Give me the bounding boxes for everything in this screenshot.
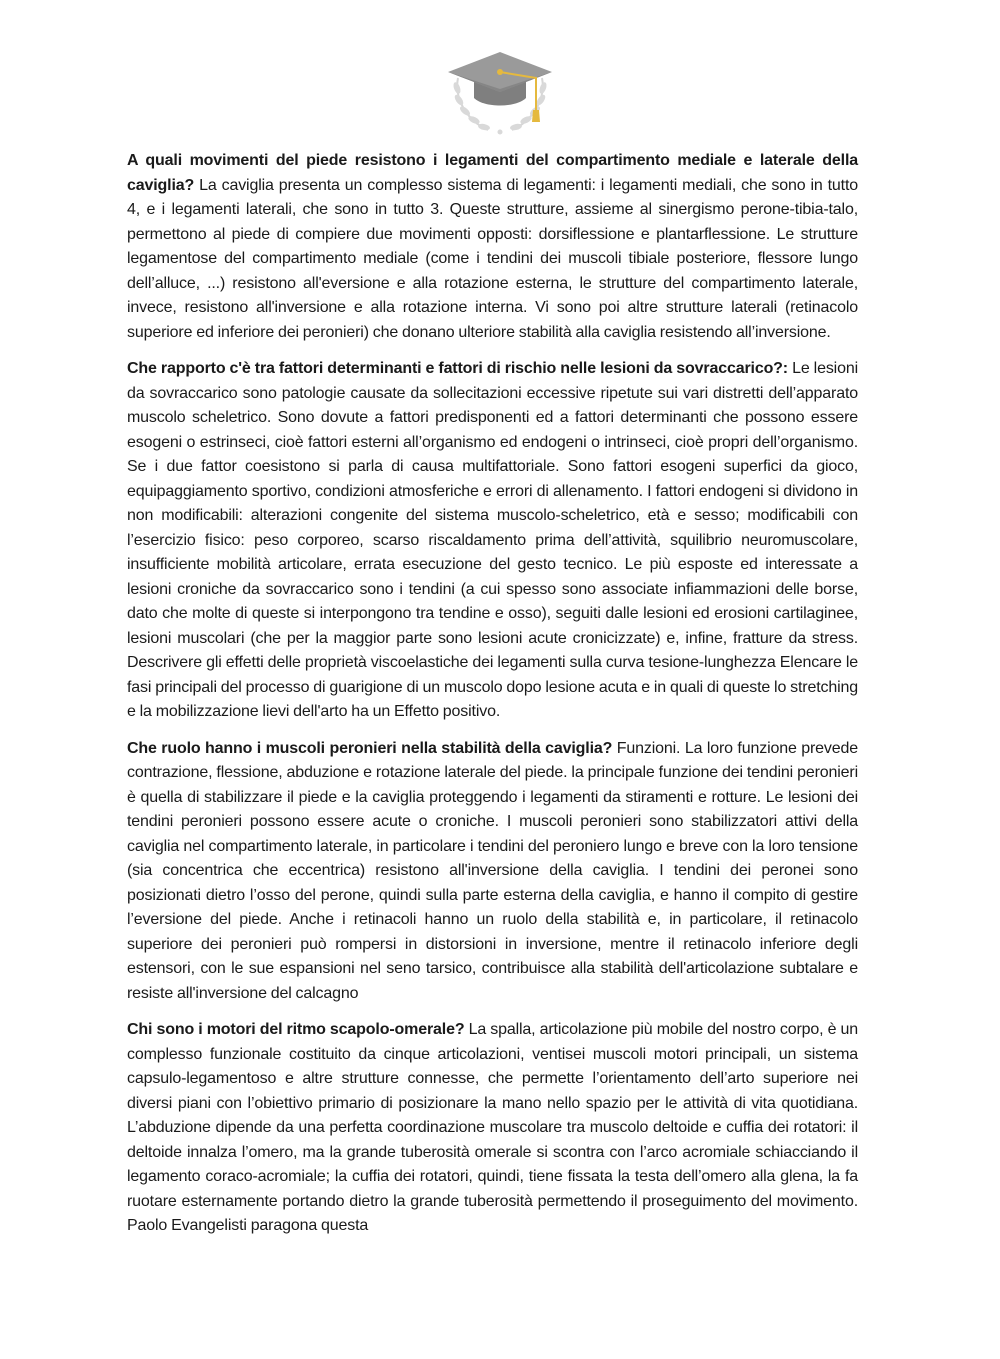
answer-text: Le lesioni da sovraccarico sono patologie causate da sollecitazioni eccessive ripetute sui vari distretti dell’apparato muscolo scheletrico. Sono dovute a fattori predisponenti ed a fattori determinanti che possono essere esogeni o estrinseci, cioè fattori esterni all’organismo ed endogeni o intrinseci, cioè propri dell’organismo. Se i due fattor coesistono si parla di causa multifattoriale. Sono fattori esogeni superfici da gioco, equipaggiamento sportivo, condizioni atmosferiche e errori di allenamento. I fattori endogeni si dividono in non modificabili: alterazioni congenite del sistema muscolo-scheletrico, età e sesso; modificabili con l’esercizio fisico: peso corporeo, scarso riscaldamento prima dell’attività, squilibrio neuromuscolare, insufficiente mobilità articolare, errata esecuzione del gesto tecnico. Le più esposte ed interessate a lesioni croniche da sovraccarico sono i tendini (a cui spesso sono associate infiammazioni delle borse, dato che molte di queste si interpongono tra tendine e osso), seguiti dalle lesioni ed erosioni cartilaginee, lesioni muscolari (che per la maggior parte sono lesioni acute cronicizzate) e, infine, fratture da stress. Descrivere gli effetti delle proprietà viscoelastiche dei legamenti sulla curva tesione-lunghezza Elencare le fasi principali del processo di guarigione di un muscolo dopo lesione acuta e in quali di queste lo stretching e la mobilizzazione lievi dell'arto ha un Effetto positivo. [127, 360, 858, 720]
question-text: A quali movimenti del piede resistono i legamenti del compartimento mediale e laterale della caviglia? [127, 152, 858, 194]
answer-text: La spalla, articolazione più mobile del nostro corpo, è un complesso funzionale costituito da cinque articolazioni, ventisei muscoli motori principali, un sistema capsulo-legamentoso e altre strutture connesse, che permette l’orientamento dell’arto superiore nei diversi piani con l’obiettivo primario di posizionare la mano nello spazio per le attività di vita quotidiana. L’abduzione dipende da una perfetta coordinazione muscolare tra muscolo deltoide e cuffia dei rotatori: il deltoide innalza l’omero, ma la grande tuberosità omerale si scontra con l’arco acromiale schiacciando il legamento coraco-acromiale; la cuffia dei rotatori, quindi, tiene fissata la testa dell’omero alla glena, la fa ruotare esternamente portando dietro la grande tuberosità permettendo il proseguimento del movimento. Paolo Evangelisti paragona questa [127, 1021, 858, 1234]
question-text: Che ruolo hanno i muscoli peronieri nella stabilità della caviglia? [127, 739, 613, 757]
question-text: Che rapporto c'è tra fattori determinanti e fattori di rischio nelle lesioni da sovraccarico?: [127, 360, 788, 377]
document-body [127, 149, 858, 1251]
question-text: Chi sono i motori del ritmo scapolo-omerale? [127, 1021, 465, 1038]
qa-section-ankle-ligaments [127, 149, 858, 345]
qa-section-peroneal-muscles [127, 737, 858, 1007]
answer-text: La caviglia presenta un complesso sistema di legamenti: i legamenti mediali, che sono in tutto 4, e i legamenti laterali, che sono in tutto 3. Queste strutture, assieme al sinergismo perone-tibia-talo, permettono al piede di compiere due movimenti opposti: dorsiflessione e plantarflessione. Le strutture legamentose del compartimento mediale (come i tendini dei muscoli tibiale posteriore, flessore lungo dell’alluce, ...) resistono all'eversione e alla rotazione esterna, le strutture del compartimento laterale, invece, resistono all'inversione e alla rotazione interna. Vi sono poi altre strutture laterali (retinacolo superiore ed inferiore dei peronieri) che donano ulteriore stabilità alla caviglia resistendo all’inversione. [127, 176, 858, 341]
qa-section-overload-injuries [127, 357, 858, 725]
qa-section-scapulohumeral-rhythm [127, 1018, 858, 1239]
answer-text: Funzioni. La loro funzione prevede contrazione, flessione, abduzione e rotazione laterale del piede. la principale funzione dei tendini peronieri è quella di stabilizzare il piede e la caviglia proteggendo i legamenti da stiramenti e rotture. Le lesioni dei tendini peronieri possono essere acute o croniche. I muscoli peronieri sono stabilizzatori attivi della caviglia nel compartimento laterale, in particolare i tendini del peroniero lungo e breve con la loro tensione (sia concentrica che eccentrica) resistono all'inversione della caviglia. I tendini dei peronei sono posizionati dietro l’osso del perone, quindi sulla parte esterna della caviglia, e hanno il compito di gestire l’eversione del piede. Anche i retinacoli hanno un ruolo della stabilità e, in particolare, il retinacolo superiore dei peronieri può rompersi in distorsioni in inversione, mentre il retinacolo inferiore degli estensori, con le sue espansioni nel seno tarsico, contribuisce alla stabilità dell'articolazione subtalare e resiste all'inversione del calcagno [127, 739, 859, 1002]
graduation-cap-icon [444, 48, 556, 136]
